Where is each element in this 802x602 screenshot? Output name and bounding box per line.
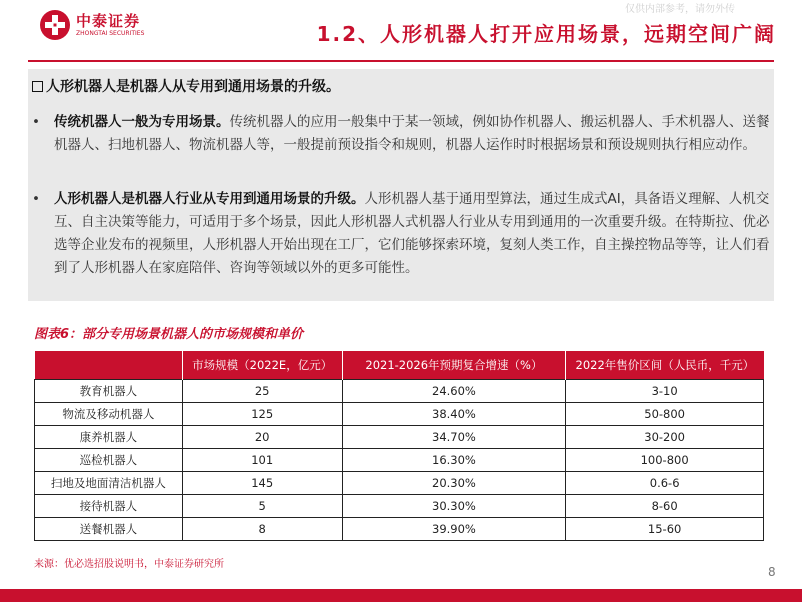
bullet-text: 传统机器人的应用一般集中于某一领域，例如协作机器人、搬运机器人、手术机器人、送餐机器人、扫地机器人、物流机器人等，一般提前预设指令和规则，机器人运作时时根据场景和预设规则执行相应动作。 <box>54 114 770 153</box>
table-cell: 30.30% <box>342 495 566 518</box>
table-cell: 24.60% <box>342 380 566 403</box>
table-cell: 扫地及地面清洁机器人 <box>35 472 183 495</box>
table-cell: 巡检机器人 <box>35 449 183 472</box>
table-cell: 25 <box>182 380 342 403</box>
page-header <box>0 0 802 60</box>
table-cell: 39.90% <box>342 518 566 541</box>
table-cell: 145 <box>182 472 342 495</box>
bullet-dot-icon: • <box>32 114 40 130</box>
table-header-row <box>35 351 764 380</box>
table-cell: 8-60 <box>566 495 764 518</box>
table-row <box>35 449 764 472</box>
page-title: 1.2、人形机器人打开应用场景，远期空间广阔 <box>316 22 776 46</box>
table-row <box>35 518 764 541</box>
table-cell: 康养机器人 <box>35 426 183 449</box>
table-row <box>35 472 764 495</box>
table-cell: 物流及移动机器人 <box>35 403 183 426</box>
table-row <box>35 403 764 426</box>
page-number: 8 <box>768 565 776 579</box>
bullet-dot-icon: • <box>32 191 40 207</box>
table-cell: 101 <box>182 449 342 472</box>
table-cell: 125 <box>182 403 342 426</box>
table-cell: 0.6-6 <box>566 472 764 495</box>
table-cell: 20 <box>182 426 342 449</box>
table-cell: 100-800 <box>566 449 764 472</box>
bullet-heading: 人形机器人是机器人行业从专用到通用场景的升级。 <box>54 191 365 207</box>
table-cell: 5 <box>182 495 342 518</box>
table-cell: 接待机器人 <box>35 495 183 518</box>
table-row <box>35 380 764 403</box>
logo-name-en: ZHONGTAI SECURITIES <box>76 29 145 37</box>
table-header-cell: 2022年售价区间（人民币，千元） <box>566 351 764 380</box>
table-cell: 8 <box>182 518 342 541</box>
table-header-cell: 2021-2026年预期复合增速（%） <box>342 351 566 380</box>
bullet-heading: 传统机器人一般为专用场景。 <box>54 114 230 130</box>
table-row <box>35 495 764 518</box>
table-cell: 50-800 <box>566 403 764 426</box>
table-cell: 送餐机器人 <box>35 518 183 541</box>
table-cell: 教育机器人 <box>35 380 183 403</box>
table-cell: 3-10 <box>566 380 764 403</box>
header-divider <box>28 60 774 62</box>
logo-mark-icon <box>40 10 70 40</box>
source-note: 来源：优必选招股说明书，中泰证券研究所 <box>34 559 224 570</box>
company-logo <box>40 10 144 40</box>
summary-lead-text: 人形机器人是机器人从专用到通用场景的升级。 <box>46 79 340 95</box>
table-cell: 20.30% <box>342 472 566 495</box>
market-table <box>34 351 764 541</box>
table-cell: 30-200 <box>566 426 764 449</box>
bullet-text: 人形机器人基于通用型算法，通过生成式AI，具备语义理解、人机交互、自主决策等能力，可适用于多个场景，因此人形机器人式机器人行业从专用到通用的一次重要升级。在特斯拉、优必选等企业发布的视频里，人形机器人开始出现在工厂，它们能够探索环境，复刻人类工作，自主操控物品等等，让人们看到了人形机器人在家庭陪伴、咨询等领域以外的更多可能性。 <box>54 191 770 276</box>
table-cell: 34.70% <box>342 426 566 449</box>
table-cell: 16.30% <box>342 449 566 472</box>
logo-name-cn: 中泰证券 <box>76 11 141 30</box>
table-row <box>35 426 764 449</box>
figure-title: 图表6：部分专用场景机器人的市场规模和单价 <box>34 327 304 342</box>
checkbox-square-icon <box>32 81 43 92</box>
table-header-cell: 市场规模（2022E，亿元） <box>182 351 342 380</box>
table-header-cell <box>35 351 183 380</box>
summary-lead <box>32 76 340 96</box>
footer-bar <box>0 589 802 602</box>
watermark: 仅供内部参考，请勿外传 <box>625 4 735 15</box>
table-cell: 38.40% <box>342 403 566 426</box>
table-cell: 15-60 <box>566 518 764 541</box>
